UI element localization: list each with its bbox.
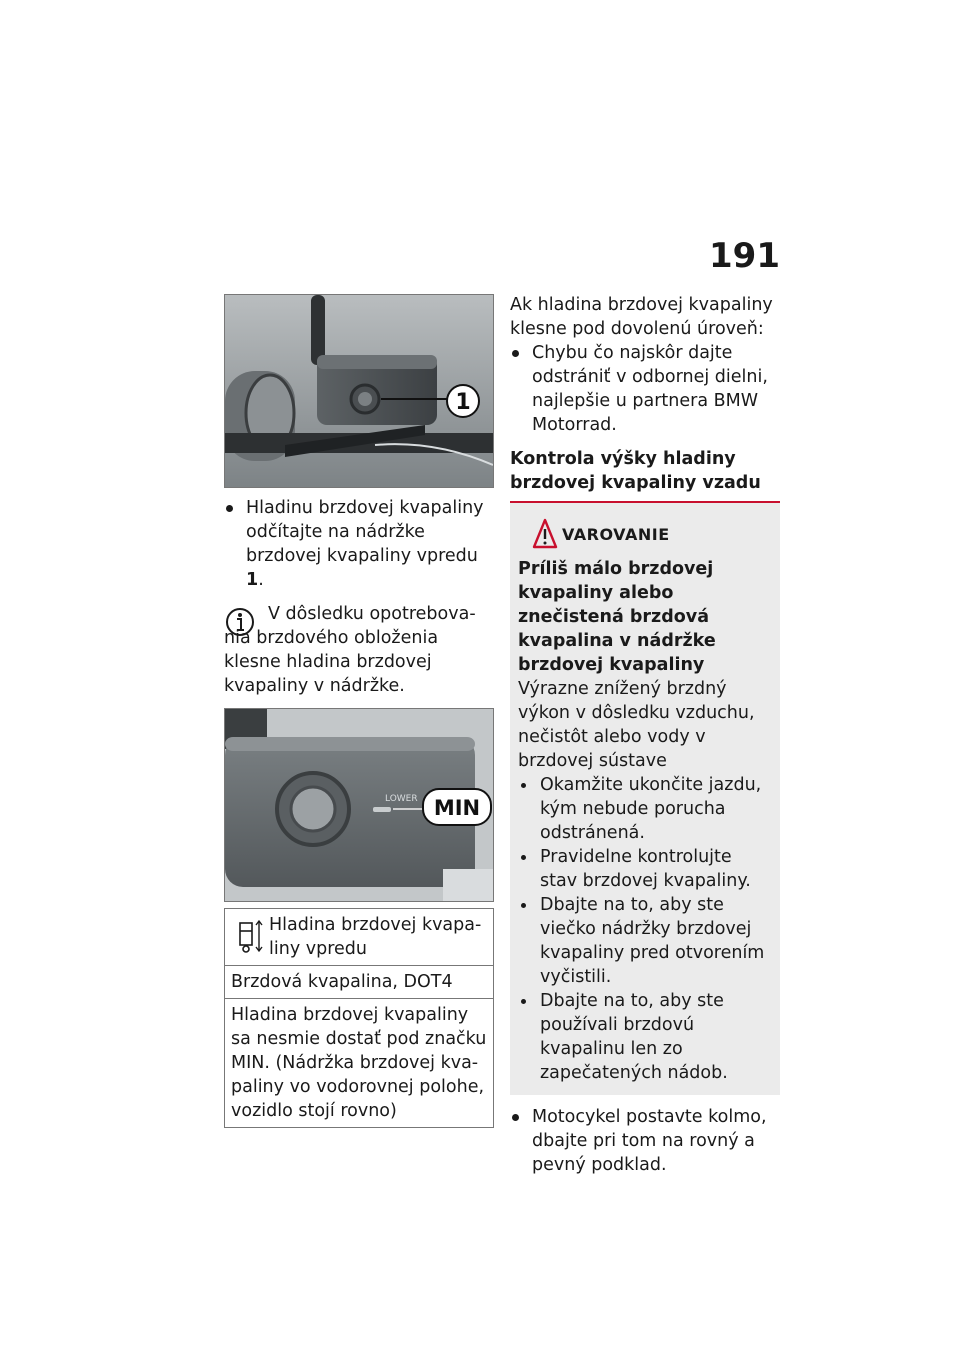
list-item bbox=[510, 341, 780, 437]
bullet-dot bbox=[521, 855, 526, 860]
bullet-dot bbox=[521, 903, 526, 908]
left-column bbox=[224, 294, 494, 1128]
bullet-dot bbox=[521, 783, 526, 788]
bullet-text: Motocykel postavte kolmo, dbajte pri tom na rovný a pevný podklad. bbox=[532, 1107, 767, 1175]
warning-title: VAROVANIE bbox=[562, 525, 670, 544]
fluid-level-icon bbox=[237, 917, 265, 957]
bullet-text: Hladinu brzdovej kvapaliny odčítajte na nádržke brzdovej kvapaliny vpredu bbox=[246, 498, 484, 566]
min-label: MIN bbox=[433, 796, 481, 820]
warning-triangle-icon bbox=[532, 517, 558, 551]
list-item bbox=[518, 773, 774, 845]
bullet-text: Pravidelne kontrolujte stav brzdovej kvapaliny. bbox=[540, 847, 751, 891]
bullet-text: Dbajte na to, aby ste viečko nádržky brzdovej kvapaliny pred otvorením vyčistili. bbox=[540, 895, 765, 987]
spec-table bbox=[224, 908, 494, 1128]
note-text: V dôsledku opotrebovania brzdového obloženia klesne hladina brzdovej kvapaliny v nádržke. bbox=[224, 604, 476, 696]
min-mark-illustration bbox=[225, 709, 493, 901]
spec-row bbox=[225, 965, 493, 998]
spec-fluid-type: Brzdová kvapalina, DOT4 bbox=[231, 972, 453, 992]
list-item bbox=[224, 496, 494, 592]
spec-table-header bbox=[225, 909, 493, 965]
warning-text: Výrazne znížený brzdný výkon v dôsledku vzduchu, nečistôt alebo vody v brzdovej sústave bbox=[518, 679, 755, 771]
bullet-dot bbox=[521, 999, 526, 1004]
bullet-ref: 1 bbox=[246, 570, 259, 590]
list-item bbox=[518, 989, 774, 1085]
spec-level-text: Hladina brzdovej kvapaliny sa nesmie dostať pod značku MIN. (Nádržka brzdovej kvapaliny vo vodorovnej polohe, vozidlo stojí rovno) bbox=[231, 1005, 487, 1121]
bullet-dot bbox=[512, 1114, 519, 1121]
list-item bbox=[518, 893, 774, 989]
bullet-text: Okamžite ukončite jazdu, kým nebude porucha odstránená. bbox=[540, 775, 762, 843]
bullet-dot bbox=[226, 505, 233, 512]
warning-box bbox=[510, 503, 780, 1095]
page-number: 191 bbox=[709, 236, 780, 276]
min-mark-photo bbox=[224, 708, 494, 902]
section-heading: Kontrola výšky hladiny brzdovej kvapaliny vzadu bbox=[510, 449, 761, 493]
front-reservoir-photo bbox=[224, 294, 494, 488]
right-column bbox=[510, 293, 780, 1177]
list-item bbox=[518, 845, 774, 893]
lower-label: LOWER bbox=[385, 794, 418, 804]
warning-bold-text: Príliš málo brzdovej kvapaliny alebo znečistená brzdová kvapalina v nádržke brzdovej kvapaliny bbox=[518, 559, 716, 675]
bullet-text: Dbajte na to, aby ste používali brzdovú kvapalinu len zo zapečatených nádob. bbox=[540, 991, 728, 1083]
list-item bbox=[510, 1105, 780, 1177]
bullet-dot bbox=[512, 350, 519, 357]
spec-header-text: Hladina brzdovej kvapaliny vpredu bbox=[269, 915, 482, 959]
front-reservoir-illustration bbox=[225, 295, 493, 487]
photo-callout-1: 1 bbox=[455, 390, 471, 415]
intro-text: Ak hladina brzdovej kvapaliny klesne pod dovolenú úroveň: bbox=[510, 295, 773, 339]
spec-row bbox=[225, 998, 493, 1127]
bullet-end: . bbox=[258, 570, 264, 590]
bullet-text: Chybu čo najskôr dajte odstrániť v odbornej dielni, najlepšie u partnera BMW Motorrad. bbox=[532, 343, 768, 435]
warning-title-row bbox=[518, 515, 774, 555]
info-note bbox=[224, 602, 494, 698]
info-icon bbox=[224, 606, 256, 642]
